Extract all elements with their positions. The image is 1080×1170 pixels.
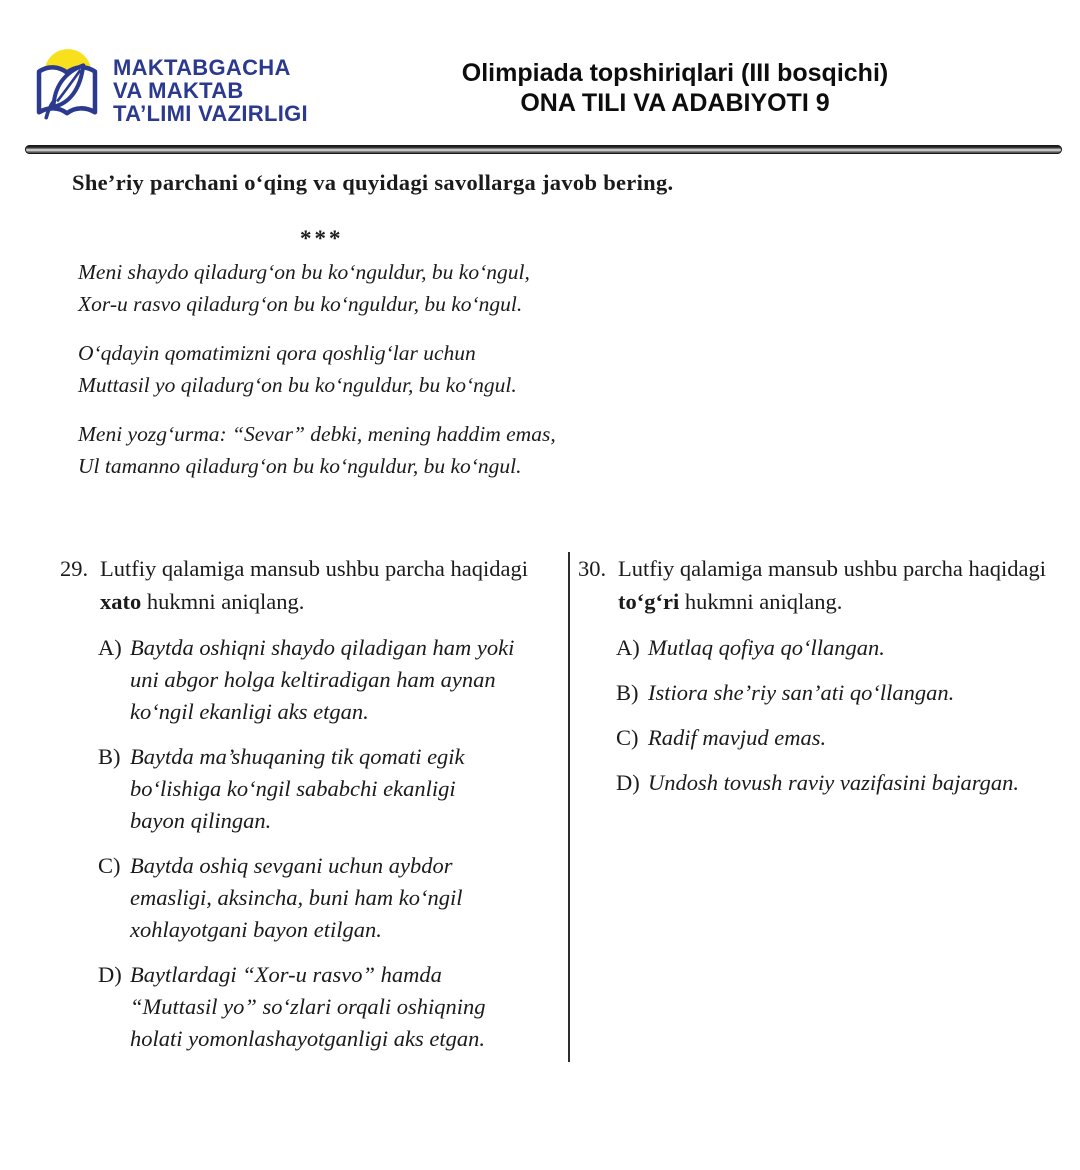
open-book-leaf-icon — [30, 44, 104, 130]
poem-stanza — [78, 337, 556, 401]
poem-line: Xor-u rasvo qiladurgʻon bu koʻnguldur, bu koʻngul. — [78, 292, 523, 316]
poem-line: Muttasil yo qiladurgʻon bu koʻnguldur, bu koʻngul. — [78, 373, 517, 397]
option-label: D) — [98, 962, 122, 987]
option-a — [616, 632, 1078, 664]
option-d — [98, 959, 566, 1055]
option-text: Baytda ma’shuqaning tik qomati egik boʻlishiga koʻngil sababchi ekanligi bayon qilingan. — [130, 744, 465, 833]
question-text-before: Lutfiy qalamiga mansub ushbu parcha haqidagi — [618, 556, 1047, 581]
poem-line: Meni shaydo qiladurgʻon bu koʻnguldur, bu koʻngul, — [78, 260, 530, 284]
option-text: Baytda oshiqni shaydo qiladigan ham yoki uni abgor holga keltiradigan ham aynan koʻngil ekanligi aks etgan. — [130, 635, 515, 724]
poem-line: Meni yozgʻurma: “Sevar” debki, mening haddim emas, — [78, 422, 556, 446]
logo-text-line3: TA’LIMI VAZIRLIGI — [113, 101, 308, 126]
poem-stanza — [78, 256, 556, 320]
question-29-head — [60, 552, 566, 618]
option-text: Baytlardagi “Xor-u rasvo” hamda “Muttasil yo” soʻzlari orqali oshiqning holati yomonlashayotganligi aks etgan. — [130, 962, 486, 1051]
question-30 — [578, 552, 1078, 812]
question-text-before: Lutfiy qalamiga mansub ushbu parcha haqidagi — [100, 556, 529, 581]
question-text — [618, 552, 1048, 618]
logo-text-line2: VA MAKTAB — [113, 78, 244, 103]
option-label: B) — [98, 744, 121, 769]
option-label: A) — [98, 635, 122, 660]
ministry-logo-text — [113, 56, 308, 125]
poem-line: Oʻqdayin qomatimizni qora qoshligʻlar uchun — [78, 341, 476, 365]
option-b — [616, 677, 1078, 709]
poem-stanza — [78, 418, 556, 482]
option-b — [98, 741, 566, 837]
option-text: Baytda oshiq sevgani uchun aybdor emasligi, aksincha, buni ham koʻngil xohlayotgani bayon etilgan. — [130, 853, 463, 942]
option-label: A) — [616, 635, 640, 660]
page-title-line2: ONA TILI VA ADABIYOTI 9 — [520, 89, 830, 117]
poem-separator: *** — [300, 226, 344, 251]
option-label: D) — [616, 770, 640, 795]
option-label: B) — [616, 680, 639, 705]
question-30-head — [578, 552, 1078, 618]
page-title — [390, 58, 960, 118]
option-label: C) — [616, 725, 639, 750]
question-text-after: hukmni aniqlang. — [146, 589, 305, 614]
ministry-logo — [30, 44, 308, 130]
question-number: 29. — [60, 556, 89, 581]
header-divider-rule — [25, 145, 1062, 154]
page-title-line1: Olimpiada topshiriqlari (III bosqichi) — [461, 59, 889, 87]
option-text: Undosh tovush raviy vazifasini bajargan. — [648, 770, 1020, 795]
option-c — [98, 850, 566, 946]
questions-section — [0, 552, 1080, 1068]
question-text — [100, 552, 530, 618]
question-29 — [60, 552, 566, 1068]
option-text: Istiora she’riy san’ati qoʻllangan. — [648, 680, 955, 705]
option-text: Mutlaq qofiya qoʻllangan. — [648, 635, 885, 660]
option-text: Radif mavjud emas. — [648, 725, 827, 750]
poem-excerpt — [78, 256, 556, 499]
question-number: 30. — [578, 556, 607, 581]
option-a — [98, 632, 566, 728]
option-c — [616, 722, 1078, 754]
instruction-text: She’riy parchani oʻqing va quyidagi savollarga javob bering. — [72, 170, 674, 195]
question-text-after: hukmni aniqlang. — [684, 589, 843, 614]
option-label: C) — [98, 853, 121, 878]
question-bold-word: toʻgʻri — [618, 589, 680, 614]
question-29-options — [98, 632, 566, 1055]
logo-text-line1: MAKTABGACHA — [113, 55, 291, 80]
column-divider — [568, 552, 570, 1062]
option-d — [616, 767, 1078, 799]
question-bold-word: xato — [100, 589, 142, 614]
question-30-options — [616, 632, 1078, 799]
poem-line: Ul tamanno qiladurgʻon bu koʻnguldur, bu koʻngul. — [78, 454, 522, 478]
